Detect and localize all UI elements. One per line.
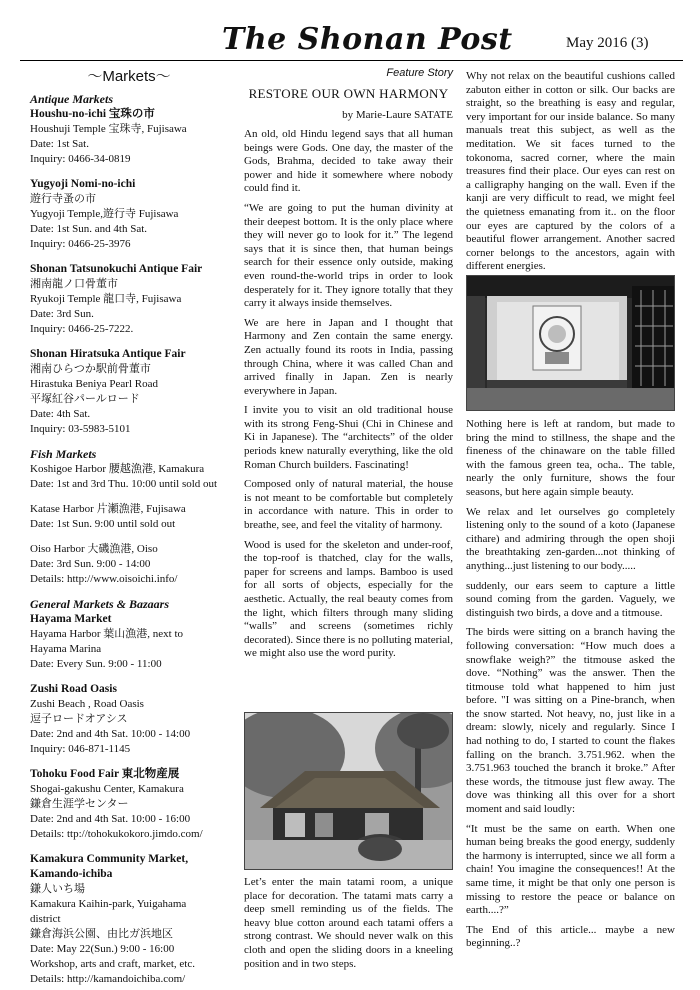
market-line: Date: 2nd and 4th Sat. 10:00 - 16:00 [30,813,191,825]
masthead [0,0,700,60]
market-line: Date: 3rd Sun. [30,308,94,320]
markets-column [30,66,228,990]
market-line: Inquiry: 0466-25-3976 [30,238,131,250]
market-name: Shonan Tatsunokuchi Antique Fair [30,263,203,275]
market-name: Hayama Market [30,613,112,625]
feature-column-right-lower [466,418,675,957]
article-paragraph-bottom [244,876,453,977]
article-paragraph: We are here in Japan and I thought that Harmony and Zen contain the same energy. Zen actually found its roots in India, passing through China, where it was called Chan and arrived finally in Japan. Zen is nearly everywhere in Japan. [244,316,453,397]
article-paragraph: “We are going to put the human divinity at their deepest bottom. It is the only place where they will never go to look for it.” The legend says that it is since then, that human beings search for their essence only outside, making even round-the-world trips in order to look desperately for it. They ignore totally that they carry it always inside themselves. [244,201,453,310]
market-line: 鎌人いち場 [30,883,85,895]
header-rule [20,60,683,61]
article-paragraph: We relax and let ourselves go completely listening only to the sound of a koto (Japanese cithare) and admiring through the open shoji the breathtaking zen-garden...not thinking of anything...just listening to our body..... [466,505,675,572]
market-name: Shonan Hiratsuka Antique Fair [30,348,186,360]
market-line: Katase Harbor 片瀬漁港, Fujisawa [30,503,186,515]
article-paragraph: suddenly, our ears seem to capture a little sound coming from the garden. Vaguely, we distinguish two birds, a dove and a titmouse. [466,579,675,619]
tokonoma-room-photo [466,275,675,411]
market-entry [30,347,228,437]
market-entry [30,262,228,337]
category-heading: Antique Markets [30,92,114,106]
market-line: 鎌倉生涯学センター [30,798,129,810]
article-paragraph: Wood is used for the skeleton and under-roof, the top-roof is thatched, clay for the walls, paper for screens and lamps. Bamboo is used for all sorts of objects, especially for the aesthetic. Actually, the real beauty comes from the light, which filters through many sliding “walls” and screens (sometimes richly decorated). Since there is no polluting material, we might also use the word purity. [244,538,453,660]
article-paragraph: Let’s enter the main tatami room, a unique place for decoration. The tatami mats carry a deep smell reminding us of the fields. The heavy blue cotton around each tatami offers a strong contrast. We should never walk on this cloth and open the sliding doors in a kneeling position and in two steps. [244,876,453,970]
market-line: Date: 1st Sat. [30,138,89,150]
market-entry [30,462,228,492]
market-line: Yugyoji Temple,遊行寺 Fujisawa [30,208,179,220]
market-line: Date: 1st Sun. and 4th Sat. [30,223,148,235]
market-name: Tohoku Food Fair 東北物産展 [30,768,180,780]
market-line: Date: 2nd and 4th Sat. 10:00 - 14:00 [30,728,191,740]
market-line: 湘南ひらつか駅前骨董市 [30,363,151,375]
category-heading: General Markets & Bazaars [30,597,170,611]
market-line: Inquiry: 03-5983-5101 [30,423,131,435]
market-line: Details: ttp://tohokukokoro.jimdo.com/ [30,828,203,840]
market-line: Inquiry: 046-871-1145 [30,743,131,755]
market-line: 遊行寺蚤の市 [30,193,96,205]
market-line: Zushi Beach , Road Oasis [30,698,144,710]
market-line: Date: Every Sun. 9:00 - 11:00 [30,658,162,670]
byline: by Marie-Laure SATATE [342,109,453,121]
market-entry [30,682,228,757]
article-title: RESTORE OUR OWN HARMONY [248,86,449,101]
market-line: Date: 1st Sun. 9:00 until sold out [30,518,176,530]
market-line: Inquiry: 0466-25-7222. [30,323,134,335]
market-entry [30,542,228,587]
article-paragraph: “It must be the same on earth. When one human being breaks the good energy, suddenly the harmony is interrupted, since we all form a chain! You imagine the consequences!! At the same time, it might be that only one person is missing to restore the peace or balance on earth....?” [466,822,675,917]
market-line: Kamakura Kaihin-park, Yuigahama [30,898,187,910]
article-paragraph: The birds were sitting on a branch having the following conversation: “How much does a snowflake weigh?” the titmouse asked the dove. “Nothing” was the answer. Then the titmouse told what happened to him just before. "I was sitting on a Pine-branch, when the snow started. Not heavy, no, just like in a dream: slowly, nicely and regularly. Since I had nothing to do, I started to count the flakes falling on the branch. 3.751.962. when the 3.751.963 touched the branch it broke.” After these words, the titmouse just flew away. The dove was thinking all this over for a short moment and said loudly: [466,626,675,816]
market-line: 湘南龍ノ口骨董市 [30,278,118,290]
market-line: Date: May 22(Sun.) 9:00 - 16:00 [30,943,175,955]
feature-column-right [466,70,675,280]
issue-date: May 2016 (3) [566,35,649,51]
newspaper-title: The Shonan Post [222,22,513,57]
market-line: Ryukoji Temple 龍口寺, Fujisawa [30,293,182,305]
article-paragraph: I invite you to visit an old traditional house with its strong Feng-Shui (Chi in Chinese and Ki in Japanese). The “architects” of the older periods knew naturally everything, like the old Roman Church builders. Fascinating! [244,404,453,471]
market-line: Shogai-gakushu Center, Kamakura [30,783,184,795]
market-line: Koshigoe Harbor 腰越漁港, Kamakura [30,463,205,475]
market-line: Details: http://kamandoichiba.com/ [30,973,186,985]
article-paragraph: Composed only of natural material, the house is not meant to be comfortable but completely in accordance with nature. This in order to breathe, see, and feel the vitality of harmony. [244,478,453,532]
market-line: Workshop, arts and craft, market, etc. [30,958,195,970]
market-line: Hirastuka Beniya Pearl Road [30,378,158,390]
market-name: Kamakura Community Market, Kamando-ichiba [30,853,189,880]
market-entry [30,502,228,532]
article-paragraph: Why not relax on the beautiful cushions called zabuton either in cotton or silk. Our backs are straight, so the breathing is easy and regular, very important for our inside balance. So many manuals treat this subject, as well as the meditation. We sit faces turned to the tokonoma, sacred corner, where the main treasures find their place. Our eyes can rest on a calligraphy hanging on the wall. Even if the kanji are very difficult to read, we might feel the quietness emanating from it.. on the floor our eyes are captured by the colors of a beautiful flower arrangement. Another sacred corner belongs to the ancestors, again with different energies. [466,70,675,273]
category-heading: Fish Markets [30,447,97,461]
market-line: Hayama Harbor 葉山漁港, next to [30,628,184,640]
market-line: Oiso Harbor 大磯漁港, Oiso [30,543,158,555]
market-line: Date: 4th Sat. [30,408,91,420]
market-line: 逗子ロードオアシス [30,713,128,725]
thatched-house-photo [244,712,453,870]
market-name: Zushi Road Oasis [30,683,117,695]
market-line: 鎌倉海浜公園、由比ガ浜地区 [30,928,173,940]
market-entry [30,852,228,987]
market-name: Houshu-no-ichi 宝珠の市 [30,108,155,120]
market-entry [30,107,228,167]
market-name: Yugyoji Nomi-no-ichi [30,178,136,190]
market-line: Details: http://www.oisoichi.info/ [30,573,178,585]
market-line: 平塚紅谷パールロード [30,393,140,405]
market-entry [30,767,228,842]
feature-label: Feature Story [386,67,453,79]
markets-heading: ～Markets～ [87,68,171,85]
feature-column-middle [244,66,453,667]
article-paragraph: Nothing here is left at random, but made to bring the mind to stillness, the shape and the fineness of the chinaware on the table filled with the famous green tea, ocha.. The table, nearly the only furniture, shows the four seasons, but here again simple beauty. [466,418,675,498]
market-entry [30,612,228,672]
market-line: Date: 3rd Sun. 9:00 - 14:00 [30,558,151,570]
market-line: district [30,913,61,925]
article-paragraph: An old, old Hindu legend says that all human beings were Gods. One day, the master of the Gods, Brahma, decided to take away their power and hide it somewhere where nobody could find it. [244,128,453,195]
market-line: Date: 1st and 3rd Thu. 10:00 until sold out [30,478,218,490]
market-line: Houshuji Temple 宝珠寺, Fujisawa [30,123,187,135]
article-paragraph: The End of this article... maybe a new beginning..? [466,923,675,950]
market-entry [30,177,228,252]
market-line: Hayama Marina [30,643,102,655]
market-line: Inquiry: 0466-34-0819 [30,153,131,165]
